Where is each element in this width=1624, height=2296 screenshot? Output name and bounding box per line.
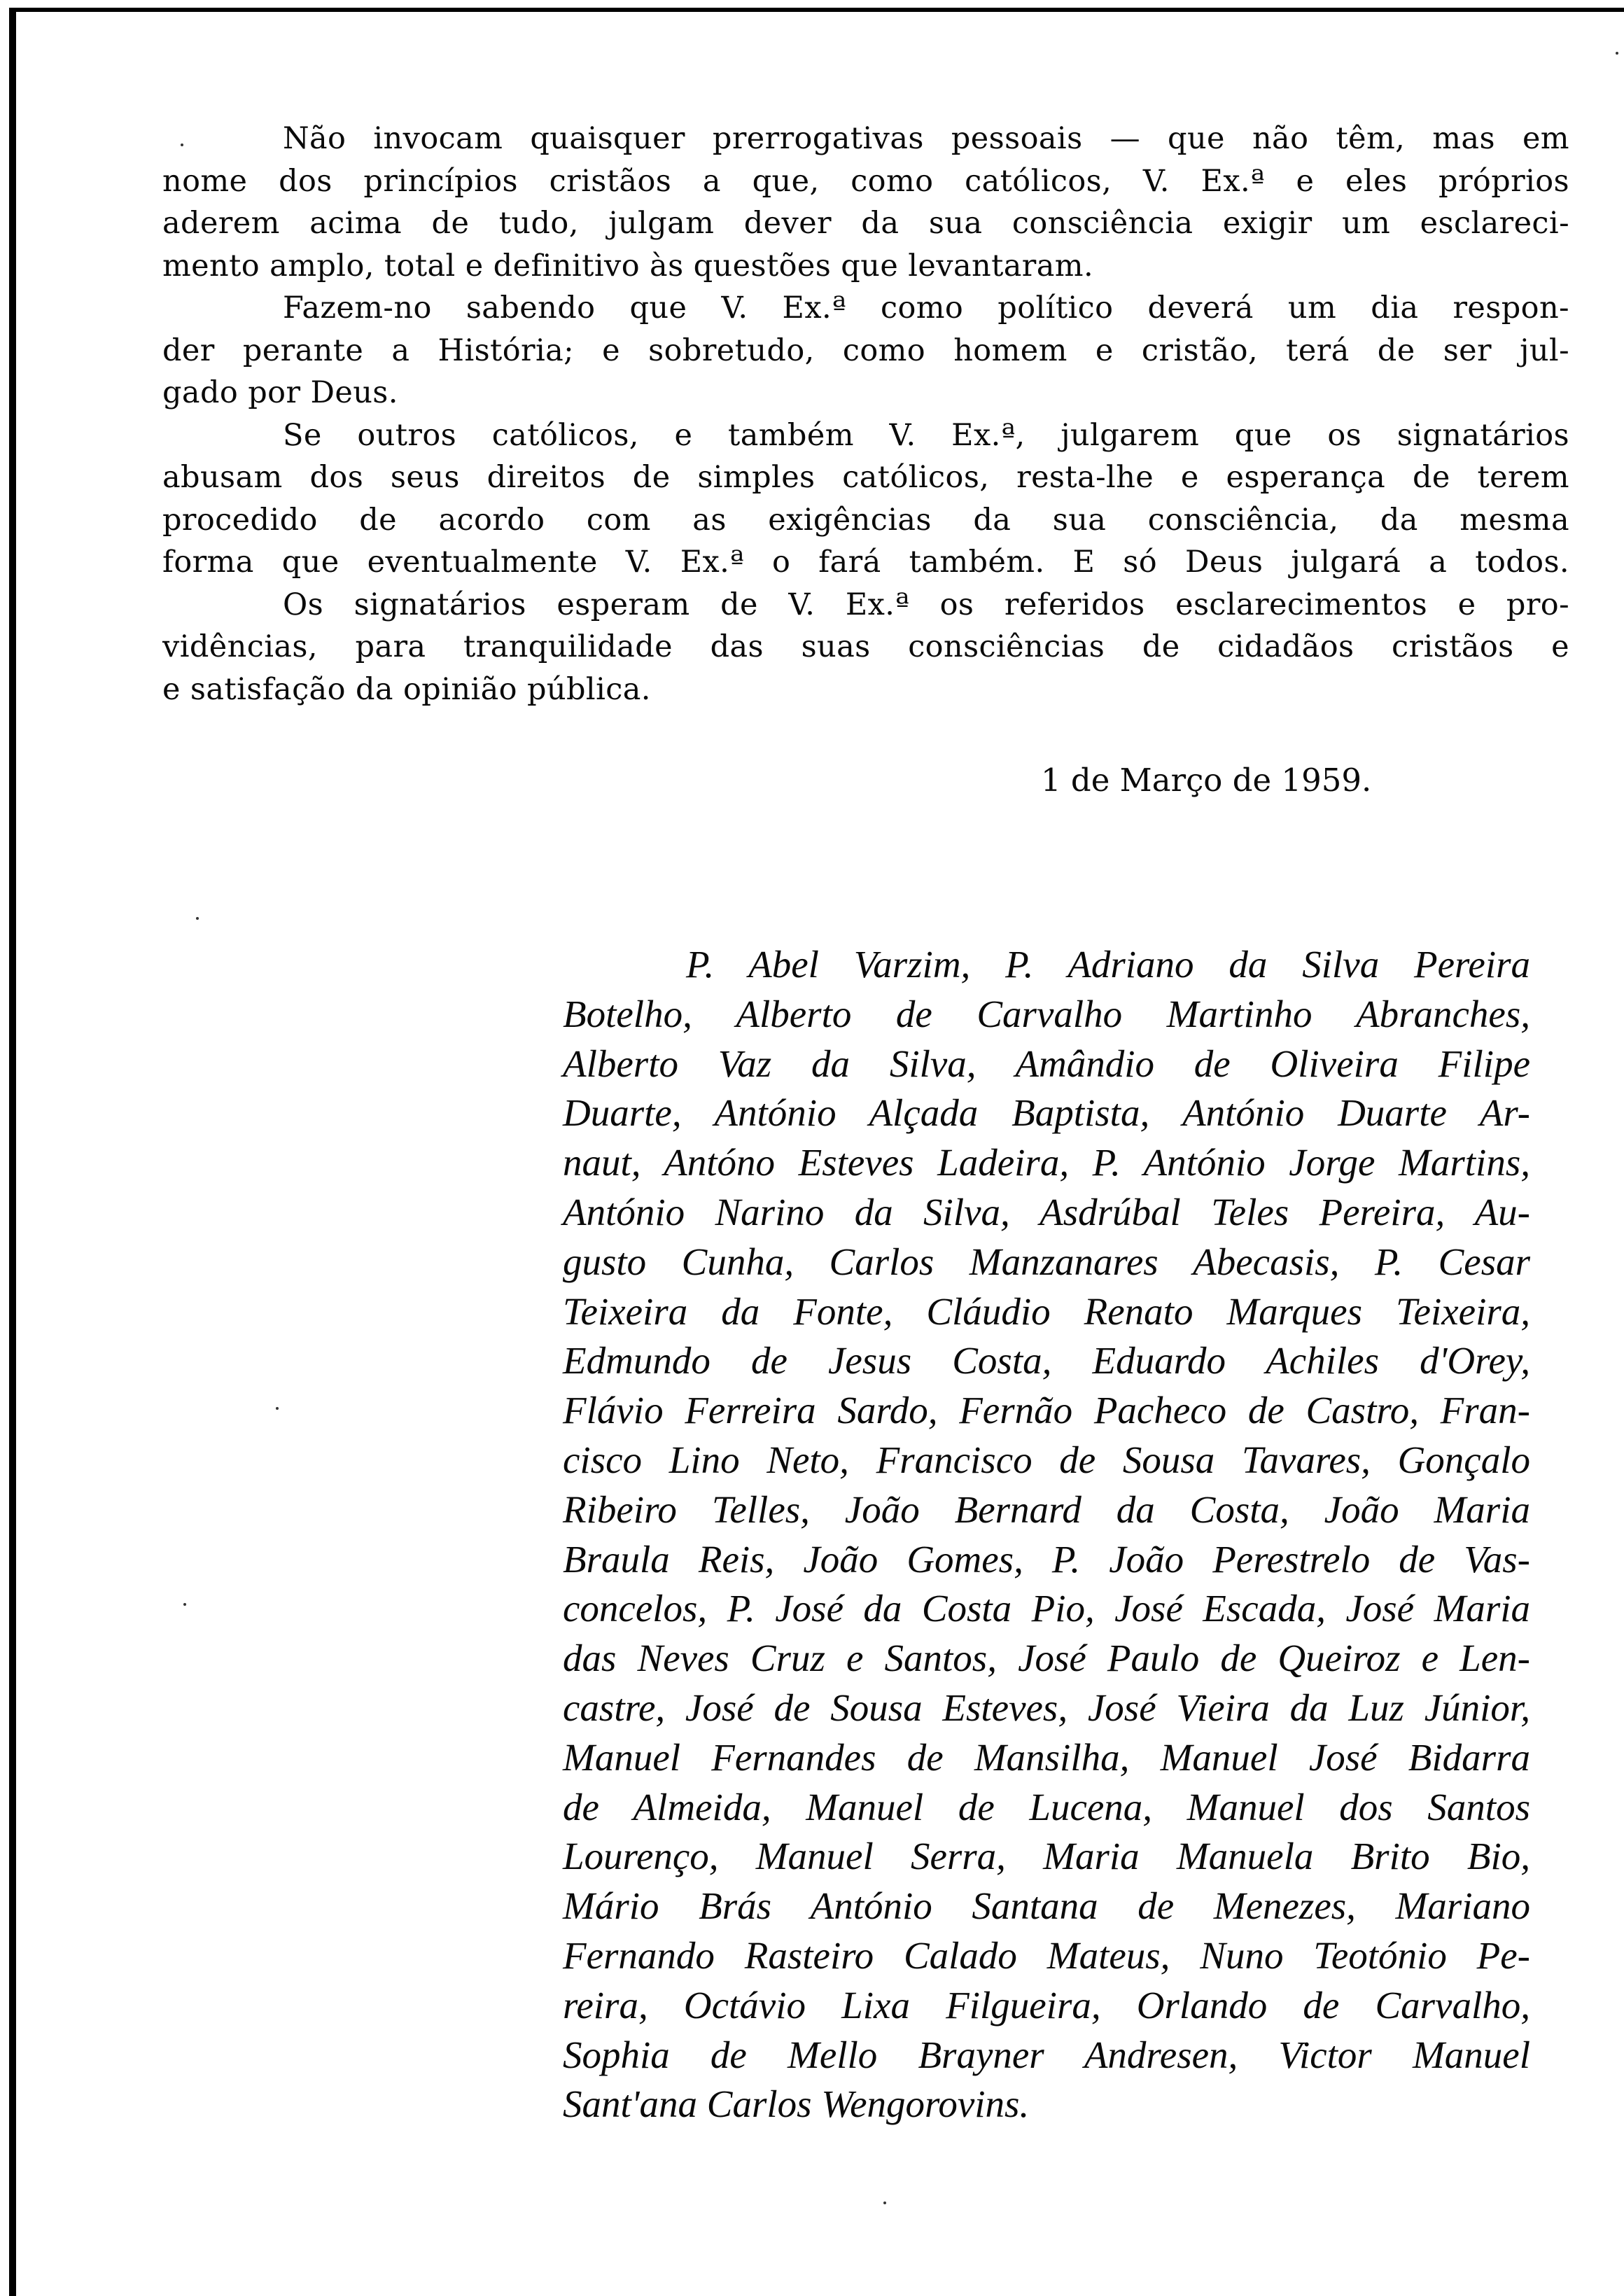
signatory-line: de Almeida, Manuel de Lucena, Manuel dos Santos <box>563 1785 1530 1828</box>
scan-border-top <box>9 8 1624 12</box>
signatory-line: Ribeiro Telles, João Bernard da Costa, João Maria <box>563 1488 1530 1531</box>
signatory-line: Teixeira da Fonte, Cláudio Renato Marques Teixeira, <box>563 1289 1530 1333</box>
signatory-line: Sophia de Mello Brayner Andresen, Victor Manuel <box>563 2033 1530 2076</box>
text-line: der perante a História; e sobretudo, como homem e cristão, terá de ser jul- <box>162 332 1569 368</box>
signatory-line: concelos, P. José da Costa Pio, José Escada, José Maria <box>563 1587 1530 1630</box>
signatory-line: reira, Octávio Lixa Filgueira, Orlando de Carvalho, <box>563 1983 1530 2026</box>
signatory-line: gusto Cunha, Carlos Manzanares Abecasis, P. Cesar <box>563 1240 1530 1283</box>
signatory-line: Manuel Fernandes de Mansilha, Manuel José Bidarra <box>563 1735 1530 1779</box>
text-line: nome dos princípios cristãos a que, como católicos, V. Ex.ª e eles próprios <box>162 163 1569 199</box>
paragraph-2 <box>162 287 1569 414</box>
text-line: forma que eventualmente V. Ex.ª o fará também. E só Deus julgará a todos. <box>162 545 1569 580</box>
signatory-line: cisco Lino Neto, Francisco de Sousa Tavares, Gonçalo <box>563 1438 1530 1481</box>
signatory-line: Braula Reis, João Gomes, P. João Perestrelo de Vas- <box>563 1537 1530 1581</box>
text-line: e satisfação da opinião pública. <box>162 671 651 707</box>
text-line: Não invocam quaisquer prerrogativas pessoais — que não têm, mas em <box>283 121 1569 156</box>
paragraph-4 <box>162 584 1569 711</box>
paragraph-3 <box>162 414 1569 584</box>
text-line: aderem acima de tudo, julgam dever da sua consciência exigir um esclareci- <box>162 206 1569 241</box>
text-line: abusam dos seus direitos de simples católicos, resta-lhe e esperança de terem <box>162 460 1569 495</box>
scan-speck <box>276 1407 279 1410</box>
text-line: vidências, para tranquilidade das suas consciências de cidadãos cristãos e <box>162 629 1569 664</box>
signatory-line: Mário Brás António Santana de Menezes, Mariano <box>563 1884 1530 1928</box>
paragraph-1 <box>162 118 1569 287</box>
text-line: gado por Deus. <box>162 375 398 410</box>
text-line: Os signatários esperam de V. Ex.ª os referidos esclarecimentos e pro- <box>283 587 1569 622</box>
signatory-line: Flávio Ferreira Sardo, Fernão Pacheco de Castro, Fran- <box>563 1389 1530 1432</box>
signatory-line: Edmundo de Jesus Costa, Eduardo Achiles d'Orey, <box>563 1339 1530 1382</box>
signatory-line: António Narino da Silva, Asdrúbal Teles Pereira, Au- <box>563 1190 1530 1233</box>
signatory-line: Lourenço, Manuel Serra, Maria Manuela Brito Bio, <box>563 1835 1530 1878</box>
text-line: Fazem-no sabendo que V. Ex.ª como político deverá um dia respon- <box>283 290 1569 326</box>
letter-body <box>162 118 1569 710</box>
signatory-line: naut, Antóno Esteves Ladeira, P. António Jorge Martins, <box>563 1141 1530 1184</box>
signatory-line: castre, José de Sousa Esteves, José Vieira da Luz Júnior, <box>563 1686 1530 1729</box>
scan-speck <box>883 2202 886 2204</box>
signatory-line: das Neves Cruz e Santos, José Paulo de Queiroz e Len- <box>563 1637 1530 1680</box>
signatory-line: Sant'ana Carlos Wengorovins. <box>563 2082 1030 2126</box>
letter-date: 1 de Março de 1959. <box>1041 762 1372 799</box>
signatory-line: Botelho, Alberto de Carvalho Martinho Abranches, <box>563 992 1530 1035</box>
signatory-line: P. Abel Varzim, P. Adriano da Silva Pereira <box>686 943 1530 986</box>
scan-speck <box>181 144 183 146</box>
scan-border-left <box>9 8 16 2296</box>
signatory-line: Alberto Vaz da Silva, Amândio de Oliveira Filipe <box>563 1042 1530 1085</box>
text-line: procedido de acordo com as exigências da sua consciência, da mesma <box>162 502 1569 538</box>
text-line: mento amplo, total e definitivo às questões que levantaram. <box>162 248 1094 284</box>
signatories-list <box>563 940 1530 2129</box>
signatory-line: Duarte, António Alçada Baptista, António Duarte Ar- <box>563 1091 1530 1135</box>
signatory-line: Fernando Rasteiro Calado Mateus, Nuno Teotónio Pe- <box>563 1933 1530 1977</box>
text-line: Se outros católicos, e também V. Ex.ª, julgarem que os signatários <box>283 417 1569 453</box>
scan-speck <box>183 1603 186 1606</box>
scan-speck <box>196 917 199 920</box>
scan-speck <box>1616 52 1618 55</box>
